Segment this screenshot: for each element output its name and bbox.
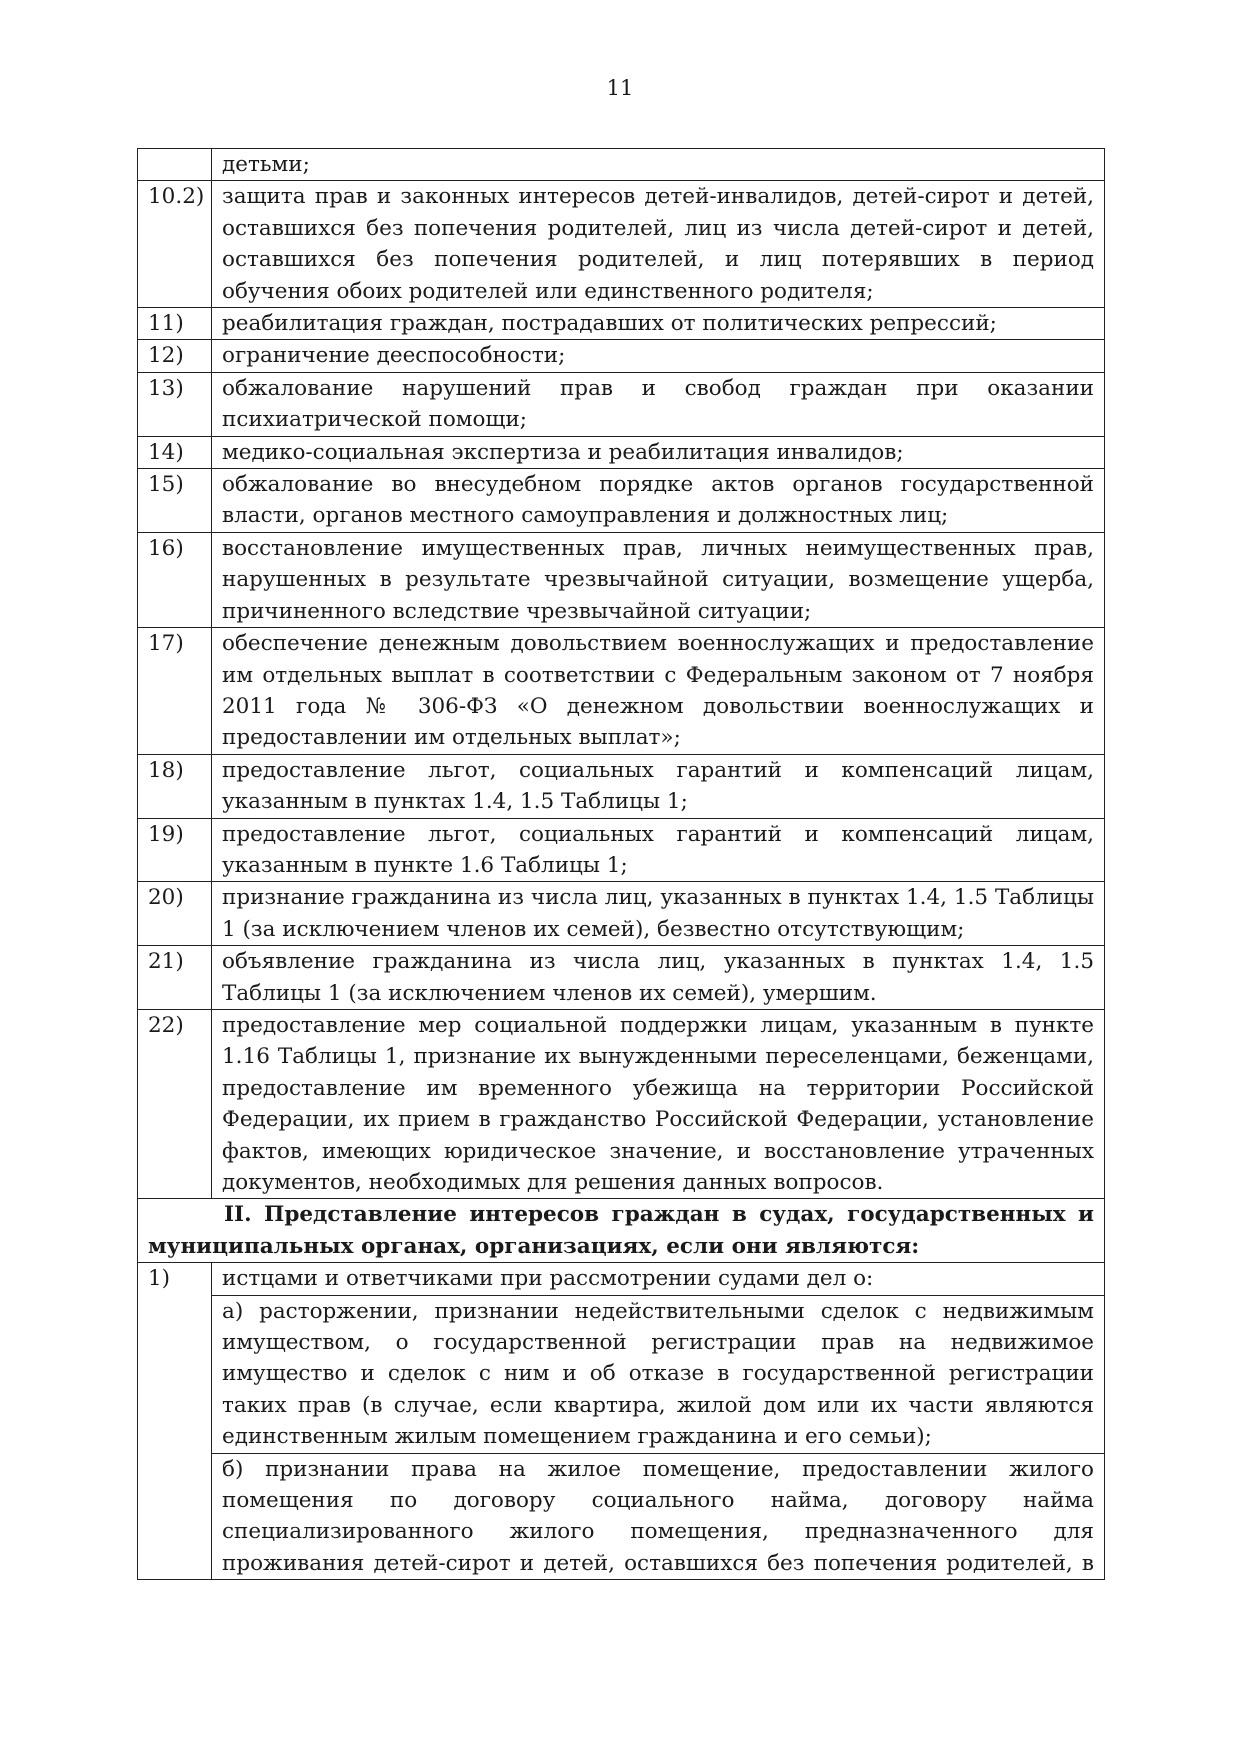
- row-text: предоставление льгот, социальных гарантий и компенсаций лицам, указанным в пунктах 1.4, 1.5 Таблицы 1;: [212, 754, 1105, 818]
- row-text: медико-социальная экспертиза и реабилитация инвалидов;: [212, 436, 1105, 468]
- table-row: [138, 818, 1105, 882]
- row-text: детьми;: [212, 149, 1105, 181]
- row-number: [138, 149, 212, 181]
- table-row: [138, 149, 1105, 181]
- row-text: признание гражданина из числа лиц, указанных в пунктах 1.4, 1.5 Таблицы 1 (за исключением членов их семей), безвестно отсутствующим;: [212, 882, 1105, 946]
- row-text: обеспечение денежным довольствием военнослужащих и предоставление им отдельных выплат в соответствии с Федеральным законом от 7 ноября 2011 года № 306-ФЗ «О денежном довольствии военнослужащих и предоставлении им отдельных выплат»;: [212, 628, 1105, 755]
- services-table: [137, 148, 1105, 1580]
- sub-item-a: а) расторжении, признании недействительными сделок с недвижимым имуществом, о государственной регистрации прав на недвижимое имущество и сделок с ним и об отказе в государственной регистрации таких прав (в случае, если квартира, жилой дом или их части являются единственным жилым помещением гражданина и его семьи);: [212, 1295, 1105, 1453]
- table-row: [138, 628, 1105, 755]
- row-text: защита прав и законных интересов детей-инвалидов, детей-сирот и детей, оставшихся без попечения родителей, лиц из числа детей-сирот и детей, оставшихся без попечения родителей, и лиц потерявших в период обучения обоих родителей или единственного родителя;: [212, 181, 1105, 308]
- row-text: реабилитация граждан, пострадавших от политических репрессий;: [212, 308, 1105, 340]
- sub-item-row: [138, 1453, 1105, 1580]
- table-row: [138, 754, 1105, 818]
- row-number: 12): [138, 340, 212, 372]
- table-row: [138, 1009, 1105, 1198]
- row-number: 19): [138, 818, 212, 882]
- row-text: ограничение дееспособности;: [212, 340, 1105, 372]
- row-number: 22): [138, 1009, 212, 1198]
- table-row: [138, 436, 1105, 468]
- sub-item-b: б) признании права на жилое помещение, предоставлении жилого помещения по договору социального найма, договору найма специализированного жилого помещения, предназначенного для проживания детей-сирот и детей, оставшихся без попечения родителей, в: [212, 1453, 1105, 1580]
- item-number: 1): [138, 1263, 212, 1580]
- table-row: [138, 532, 1105, 627]
- row-text: объявление гражданина из числа лиц, указанных в пунктах 1.4, 1.5 Таблицы 1 (за исключением членов их семей), умершим.: [212, 946, 1105, 1010]
- row-number: 11): [138, 308, 212, 340]
- table-row: [138, 372, 1105, 436]
- section-heading: II. Представление интересов граждан в судах, государственных и муниципальных органах, организациях, если они являются:: [138, 1199, 1105, 1263]
- row-text: предоставление мер социальной поддержки лицам, указанным в пункте 1.16 Таблицы 1, признание их вынужденными переселенцами, беженцами, предоставление им временного убежища на территории Российской Федерации, их прием в гражданство Российской Федерации, установление фактов, имеющих юридическое значение, и восстановление утраченных документов, необходимых для решения данных вопросов.: [212, 1009, 1105, 1198]
- page-number: 11: [606, 76, 634, 100]
- table-row: [138, 181, 1105, 308]
- item-intro: истцами и ответчиками при рассмотрении судами дел о:: [212, 1263, 1105, 1295]
- section-item-row: [138, 1263, 1105, 1295]
- row-number: 21): [138, 946, 212, 1010]
- table-row: [138, 469, 1105, 533]
- row-number: 16): [138, 532, 212, 627]
- table-row: [138, 340, 1105, 372]
- row-number: 20): [138, 882, 212, 946]
- table-row: [138, 946, 1105, 1010]
- row-number: 18): [138, 754, 212, 818]
- row-text: предоставление льгот, социальных гарантий и компенсаций лицам, указанным в пункте 1.6 Таблицы 1;: [212, 818, 1105, 882]
- row-number: 13): [138, 372, 212, 436]
- section-heading-row: [138, 1199, 1105, 1263]
- row-number: 14): [138, 436, 212, 468]
- sub-item-row: [138, 1295, 1105, 1453]
- row-text: обжалование нарушений прав и свобод граждан при оказании психиатрической помощи;: [212, 372, 1105, 436]
- row-text: обжалование во внесудебном порядке актов органов государственной власти, органов местного самоуправления и должностных лиц;: [212, 469, 1105, 533]
- row-number: 15): [138, 469, 212, 533]
- row-text: восстановление имущественных прав, личных неимущественных прав, нарушенных в результате чрезвычайной ситуации, возмещение ущерба, причиненного вследствие чрезвычайной ситуации;: [212, 532, 1105, 627]
- row-number: 10.2): [138, 181, 212, 308]
- table-row: [138, 308, 1105, 340]
- table-row: [138, 882, 1105, 946]
- row-number: 17): [138, 628, 212, 755]
